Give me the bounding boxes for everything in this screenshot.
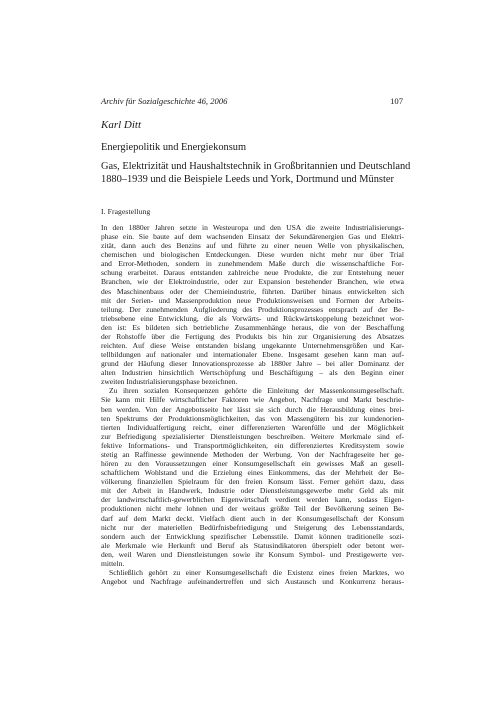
body-line: des Maschinenbaus oder der Chemieindustrie, führten. Darüber hinaus entwickelten sich — [101, 286, 404, 296]
body-line: Branchen, wie der Elektroindustrie, oder zur Expansion bestehender Branchen, wie etwa — [101, 277, 404, 287]
subtitle-line: 1880–1939 und die Beispiele Leeds und York, Dortmund und Münster — [101, 173, 394, 185]
body-line: völkerung finanziellen Spielraum für den freien Konsum lässt. Ferner gehört dazu, dass — [101, 477, 404, 487]
article-title: Energiepolitik und Energiekonsum — [101, 142, 247, 153]
body-line: zur Befriedigung spezialisierter Dienstleistungen beschreiben. Weitere Merkmale sind ef- — [101, 431, 404, 441]
body-line: den ist: Es bildeten sich betriebliche Zusammenhänge heraus, die von der Beschaffung — [101, 322, 404, 332]
body-line: produktionen nicht mehr lohnen und der weitaus größte Teil der Bevölkerung seinen Be- — [101, 504, 404, 514]
body-line: den, weil Waren und Dienstleistungen sowie ihr Konsum Symbol- und Prestigewerte ver- — [101, 549, 404, 559]
body-line: schung erarbeitet. Daraus entstanden zahlreiche neue Produkte, die zur Entstehung neuer — [101, 268, 404, 278]
body-line: reichten. Auf diese Weise entstanden bislang ungekannte Unternehmensgrößen und Kar- — [101, 341, 404, 351]
body-line: alten Industrien hinsichtlich Wertschöpfung und Beschäftigung – als den Beginn einer — [101, 368, 404, 378]
body-line: Angebot und Nachfrage aufeinandertreffen und sich Austausch und Konkurrenz heraus- — [101, 577, 404, 587]
body-line: mit der Serien- und Massenproduktion neue Produktionsweisen und Formen der Arbeits- — [101, 295, 404, 305]
body-line: zweiten Industrialisierungsphase bezeichnen. — [101, 377, 238, 387]
body-text — [101, 223, 404, 586]
body-line: ale Merkmale wie Herkunft und Beruf als Statusindikatoren überspielt oder betont wer- — [101, 540, 404, 550]
body-line: tellbildungen auf nationaler und internationaler Ebene. Insgesamt gesehen kann man auf- — [101, 350, 404, 360]
journal-citation: Archiv für Sozialgeschichte 46, 2006 — [101, 96, 228, 106]
body-line: mit der Arbeit in Handwerk, Industrie oder Dienstleistungsgewerbe mehr Geld als mit — [101, 486, 404, 496]
body-line: phase ein. Sie baute auf dem wachsenden Einsatz der Sekundärenergien Gas und Elektri- — [101, 232, 404, 242]
body-line: schaftlichem Wohlstand und die Erzielung eines Einkommens, das der Mehrheit der Be- — [101, 468, 404, 478]
body-line: teilung. Der zunehmenden Aufgliederung des Produktionsprozesses entsprach auf der Be- — [101, 304, 404, 314]
body-line: grund der Häufung dieser Innovationsprozesse ab 1880er Jahre – bei aller Dominanz der — [101, 359, 404, 369]
body-line: tierten Individualfertigung reicht, einer differenzierten Warenfülle und der Möglichkeit — [101, 422, 404, 432]
body-line: stetig an Raffinesse gewinnende Methoden der Werbung. Von der Nachfrageseite her ge- — [101, 449, 404, 459]
body-line: and Error-Methoden, sondern in zunehmendem Maße durch die wissenschaftliche For- — [101, 259, 404, 269]
section-heading: I. Fragestellung — [101, 207, 151, 216]
body-line: triebsebene eine Entwicklung, die als Vorwärts- und Rückwärtskoppelung bezeichnet wor- — [101, 313, 404, 323]
body-line: hören zu den Voraussetzungen einer Konsumgesellschaft ein gewisses Maß an gesell- — [101, 459, 404, 469]
body-line: zität, dann auch des Benzins auf und führte zu einer neuen Welle von physikalischen, — [101, 241, 404, 251]
running-header — [101, 96, 403, 108]
body-line: Schließlich gehört zu einer Konsumgesellschaft die Existenz eines freien Marktes, wo — [109, 567, 404, 577]
body-line: darf auf dem Markt deckt. Vielfach dient auch in der Konsumgesellschaft der Konsum — [101, 513, 404, 523]
body-line: sondern auch der Entwicklung spezifischer Lebensstile. Damit können traditionelle sozi- — [101, 531, 404, 541]
body-line: In den 1880er Jahren setzte in Westeuropa und den USA die zweite Industrialisierungs- — [101, 223, 404, 232]
body-line: chemischen und biologischen Entdeckungen. Diese wurden nicht mehr nur über Trial — [101, 250, 404, 260]
body-line: ten Spektrums der Produktionsmöglichkeiten, das von Massengütern bis zur kundenorien- — [101, 413, 404, 423]
body-line: mitteln. — [101, 558, 125, 568]
body-line: ben werden. Von der Angebotsseite her lässt sie sich durch die Herausbildung eines brei- — [101, 404, 404, 414]
body-line: Zu ihren sozialen Konsequenzen gehörte die Einleitung der Massenkonsumgesellschaft. — [109, 386, 404, 396]
body-line: fektive Informations- und Transportmöglichkeiten, ein differenziertes Kreditsystem sowie — [101, 440, 404, 450]
article-subtitle — [101, 161, 411, 186]
body-line: Sie kann mit Hilfe wirtschaftlicher Faktoren wie Angebot, Nachfrage und Markt beschrie- — [101, 395, 404, 405]
body-line: der Rohstoffe über die Fertigung des Produkts bis hin zur Organisierung des Absatzes — [101, 331, 404, 341]
subtitle-line: Gas, Elektrizität und Haushaltstechnik in Großbritannien und Deutschland — [101, 161, 411, 172]
article-author: Karl Ditt — [101, 119, 142, 131]
page-number: 107 — [390, 96, 403, 106]
body-line: nicht nur der materiellen Bedürfnisbefriedigung und Steigerung des Lebensstandards, — [101, 522, 404, 532]
body-line: der landwirtschaftlich-gewerblichen Eigenwirtschaft verdient werden kann, sodass Eigen- — [101, 495, 404, 505]
